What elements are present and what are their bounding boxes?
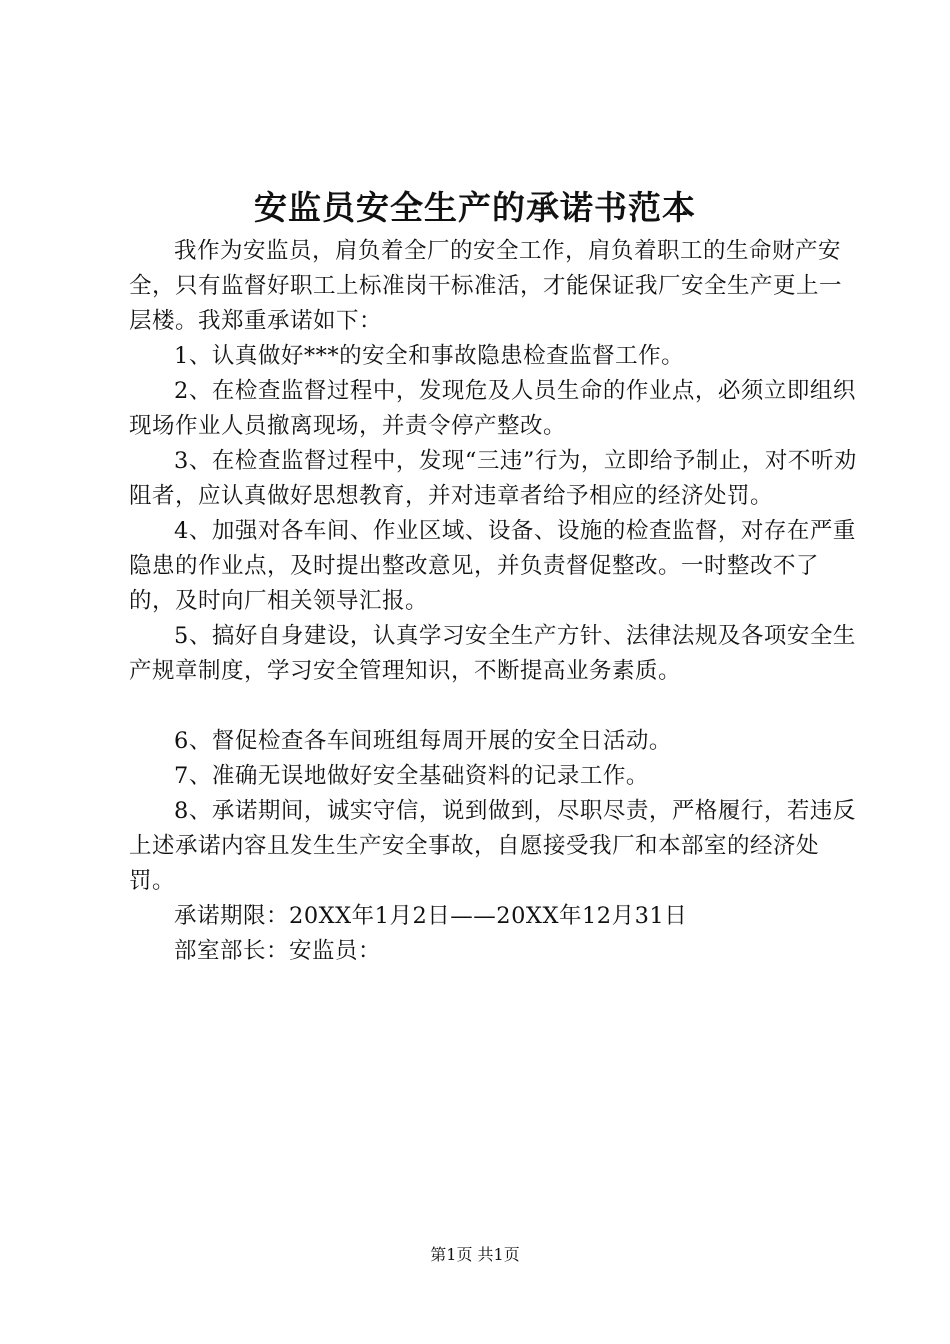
commitment-period: 承诺期限：20XX年1月2日——20XX年12月31日 — [174, 903, 688, 929]
document-title: 安监员安全生产的承诺书范本 — [254, 188, 696, 227]
commitment-item-7: 7、准确无误地做好安全基础资料的记录工作。 — [174, 763, 649, 789]
commitment-item-5: 5、搞好自身建设，认真学习安全生产方针、法律法规及各项安全生产规章制度，学习安全管理知识，不断提高业务素质。 — [129, 623, 856, 684]
signature-line: 部室部长：安监员： — [174, 938, 382, 964]
commitment-item-4: 4、加强对各车间、作业区域、设备、设施的检查监督，对存在严重隐患的作业点，及时提出整改意见，并负责督促整改。一时整改不了的，及时向厂相关领导汇报。 — [129, 518, 856, 614]
commitment-item-2: 2、在检查监督过程中，发现危及人员生命的作业点，必须立即组织现场作业人员撤离现场，并责令停产整改。 — [129, 378, 856, 439]
commitment-item-6: 6、督促检查各车间班组每周开展的安全日活动。 — [174, 728, 672, 754]
page-number-footer: 第1页 共1页 — [430, 1245, 520, 1264]
commitment-item-1: 1、认真做好***的安全和事故隐患检查监督工作。 — [174, 343, 685, 369]
commitment-item-3: 3、在检查监督过程中，发现“三违”行为，立即给予制止，对不听劝阻者，应认真做好思想教育，并对违章者给予相应的经济处罚。 — [129, 448, 857, 509]
intro-paragraph: 我作为安监员，肩负着全厂的安全工作，肩负着职工的生命财产安全，只有监督好职工上标准岗干标准活，才能保证我厂安全生产更上一层楼。我郑重承诺如下： — [129, 238, 843, 334]
document-body — [129, 234, 859, 969]
commitment-item-8: 8、承诺期间，诚实守信，说到做到，尽职尽责，严格履行，若违反上述承诺内容且发生生产安全事故，自愿接受我厂和本部室的经济处罚。 — [129, 798, 856, 894]
